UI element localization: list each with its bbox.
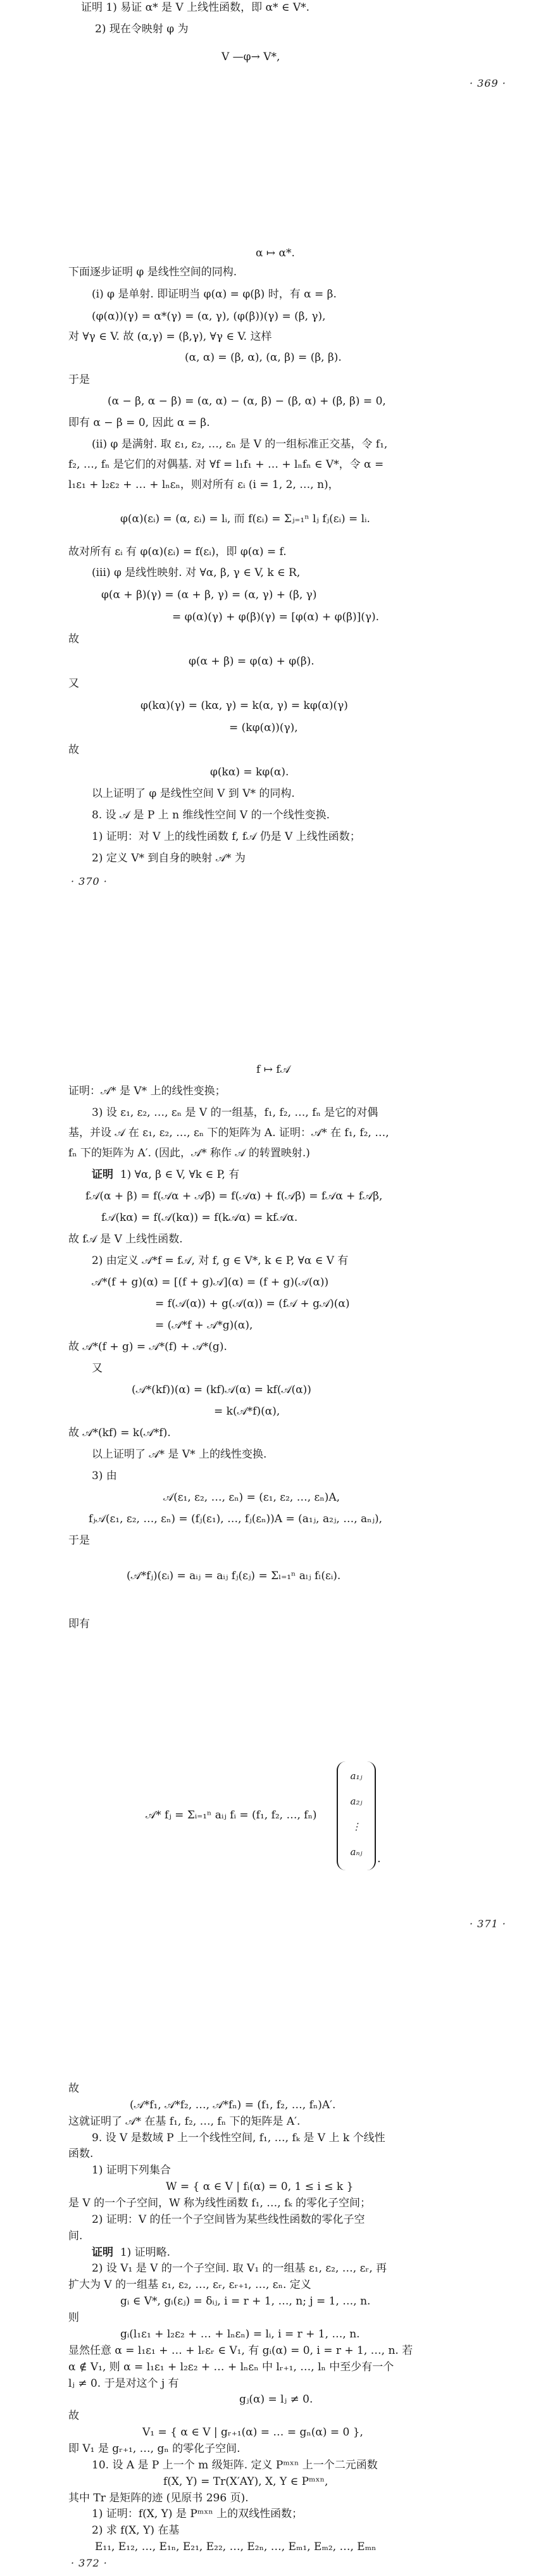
text-line: 以上证明了 𝒜* 是 V* 上的线性变换. <box>92 1448 267 1461</box>
matrix-entry: a₁ⱼ <box>350 1770 363 1782</box>
formula: V₁ = { α ∈ V | gᵣ₊₁(α) = … = gₙ(α) = 0 }, <box>142 2426 363 2439</box>
formula: V —φ→ V*, <box>221 51 280 63</box>
page-number: · 371 · <box>470 1918 506 1930</box>
text-line: α ∉ V₁, 则 α = l₁ε₁ + l₂ε₂ + … + lₙεₙ 中 lᵣ₊₁, …, lₙ 中至少有一个 <box>68 2361 394 2373</box>
formula: = φ(α)(γ) + φ(β)(γ) = [φ(α) + φ(β)](γ). <box>172 611 380 623</box>
text-line: 故 <box>68 633 79 646</box>
text-line: fₙ 下的矩阵为 A′. (因此，𝒜* 称作 𝒜 的转置映射.) <box>68 1147 310 1160</box>
page-number: · 370 · <box>71 875 108 887</box>
text-line: 故 𝒜*(kf) = k(𝒜*f). <box>68 1427 171 1439</box>
formula: = (𝒜*f + 𝒜*g)(α), <box>155 1319 253 1332</box>
formula: f𝒜(kα) = f(𝒜(kα)) = f(k𝒜α) = kf𝒜α. <box>101 1211 298 1224</box>
text-line: l₁ε₁ + l₂ε₂ + … + lₙεₙ，则对所有 εᵢ (i = 1, 2, …, n)， <box>68 478 339 491</box>
formula: f(X, Y) = Tr(X′AY), X, Y ∈ Pᵐˣⁿ, <box>163 2475 328 2488</box>
text-line: 即有 α − β = 0, 因此 α = β. <box>68 416 210 429</box>
formula: (𝒜*f₁, 𝒜*f₂, …, 𝒜*fₙ) = (f₁, f₂, …, fₙ)A′. <box>130 2099 336 2111</box>
text-line: 是 V 的一个子空间，W 称为线性函数 f₁, …, fₖ 的零化子空间； <box>68 2197 371 2210</box>
formula: α ↦ α*. <box>256 247 295 259</box>
text-line: 即有 <box>68 1618 90 1630</box>
text-line: 扩大为 V 的一组基 ε₁, ε₂, …, εᵣ, εᵣ₊₁, …, εₙ. 定义 <box>68 2279 311 2291</box>
formula: = k(𝒜*f)(α), <box>214 1405 280 1418</box>
text-line: (ⅱ) φ 是满射. 取 ε₁, ε₂, …, εₙ 是 V 的一组标准正交基，令 f₁, <box>92 438 388 451</box>
formula: φ(α + β)(γ) = (α + β, γ) = (α, γ) + (β, γ) <box>101 589 317 601</box>
page-number: · 372 · <box>71 2557 108 2569</box>
formula: φ(α)(εᵢ) = (α, εᵢ) = lᵢ, 而 f(εᵢ) = Σⱼ₌₁ⁿ lⱼ fⱼ(εᵢ) = lᵢ. <box>120 513 370 525</box>
text-line: 证明：𝒜* 是 V* 上的线性变换； <box>68 1085 226 1097</box>
text-line: 于是 <box>68 1534 90 1547</box>
formula: fⱼ𝒜(ε₁, ε₂, …, εₙ) = (fⱼ(ε₁), …, fⱼ(εₙ))A = (a₁ⱼ, a₂ⱼ, …, aₙⱼ), <box>89 1513 383 1525</box>
formula: W = { α ∈ V | fᵢ(α) = 0, 1 ≤ i ≤ k } <box>166 2180 354 2193</box>
text-line: 故对所有 εᵢ 有 φ(α)(εᵢ) = f(εᵢ)，即 φ(α) = f. <box>68 546 287 558</box>
text-line: 其中 Tr 是矩阵的迹 (见原书 296 页). <box>68 2492 249 2504</box>
text-line: 故 <box>68 2082 79 2095</box>
text-line: 函数. <box>68 2148 94 2160</box>
text-line: 故 <box>68 744 79 756</box>
text-line: 1) 证明下列集合 <box>92 2164 171 2177</box>
text-line: 这就证明了 𝒜* 在基 f₁, f₂, …, fₙ 下的矩阵是 A′. <box>68 2115 301 2128</box>
formula: gᵢ(l₁ε₁ + l₂ε₂ + … + lₙεₙ) = lᵢ, i = r + 1, …, n. <box>120 2328 360 2341</box>
text-line: f₂, …, fₙ 是它们的对偶基. 对 ∀f = l₁f₁ + … + lₙfₙ ∈ V*，令 α = <box>68 458 384 471</box>
matrix-entry: ⋮ <box>351 1821 361 1832</box>
text-line: 基，并设 𝒜 在 ε₁, ε₂, …, εₙ 下的矩阵为 A. 证明：𝒜* 在 f₁, f₂, …, <box>68 1127 389 1139</box>
text-line: 显然任意 α = l₁ε₁ + … + lᵣεᵣ ∈ V₁, 有 gᵢ(α) = 0, i = r + 1, …, n. 若 <box>68 2344 413 2357</box>
formula: = (kφ(α))(γ), <box>229 722 298 734</box>
matrix-entry: a₂ⱼ <box>350 1796 363 1807</box>
proof-line <box>92 2246 170 2259</box>
text-line: 间. <box>68 2230 83 2242</box>
text-line: 证明 1) 易证 α* 是 V 上线性函数，即 α* ∈ V*. <box>81 1 310 14</box>
text-line: 8. 设 𝒜 是 P 上 n 维线性空间 V 的一个线性变换. <box>92 809 330 822</box>
formula: gⱼ(α) = lⱼ ≠ 0. <box>239 2393 313 2406</box>
text-line: 于是 <box>68 373 90 386</box>
text-line: 10. 设 A 是 P 上一个 m 级矩阵. 定义 Pᵐˣⁿ 上一个二元函数 <box>92 2459 378 2472</box>
formula: (φ(α))(γ) = α*(γ) = (α, γ), (φ(β))(γ) = (β, γ), <box>92 310 326 323</box>
text-line: 1) 证明：f(X, Y) 是 Pᵐˣⁿ 上的双线性函数； <box>92 2508 303 2520</box>
text-line: 2) 现在令映射 φ 为 <box>95 23 189 35</box>
proof-heading: 证明 <box>92 2246 113 2259</box>
proof-heading: 证明 <box>92 1168 113 1181</box>
formula: (𝒜*(kf))(α) = (kf)𝒜(α) = kf(𝒜(α)) <box>132 1384 311 1396</box>
text-line: 2) 定义 V* 到自身的映射 𝒜* 为 <box>92 852 246 865</box>
text-line: (ⅰ) φ 是单射. 即证明当 φ(α) = φ(β) 时，有 α = β. <box>92 288 337 301</box>
text-line: 又 <box>92 1362 103 1375</box>
formula: φ(kα) = kφ(α). <box>210 766 289 778</box>
text-line: lⱼ ≠ 0. 于是对这个 j 有 <box>68 2377 179 2390</box>
formula: 𝒜(ε₁, ε₂, …, εₙ) = (ε₁, ε₂, …, εₙ)A, <box>163 1491 340 1504</box>
formula: 𝒜*(f + g)(α) = [(f + g)𝒜](α) = (f + g)(𝒜(α)) <box>92 1276 329 1289</box>
column-vector <box>337 1761 376 1870</box>
text-line: 则 <box>68 2311 79 2324</box>
formula: E₁₁, E₁₂, …, E₁ₙ, E₂₁, E₂₂, …, E₂ₙ, …, Eₘ₁, Eₘ₂, …, Eₘₙ <box>95 2541 377 2553</box>
proof-line <box>92 1168 239 1181</box>
matrix-entry: aₙⱼ <box>350 1846 363 1858</box>
text-line: 2) 设 V₁ 是 V 的一个子空间. 取 V₁ 的一组基 ε₁, ε₂, …, εᵣ, 再 <box>92 2262 387 2275</box>
text-line: 2) 由定义 𝒜*f = f𝒜, 对 f, g ∈ V*, k ∈ P, ∀α ∈ V 有 <box>92 1254 349 1267</box>
formula: f𝒜(α + β) = f(𝒜α + 𝒜β) = f(𝒜α) + f(𝒜β) = f𝒜α + f𝒜β, <box>85 1190 383 1203</box>
text-line: (ⅲ) φ 是线性映射. 对 ∀α, β, γ ∈ V, k ∈ R, <box>92 566 301 579</box>
formula: (α − β, α − β) = (α, α) − (α, β) − (β, α) + (β, β) = 0, <box>108 395 386 408</box>
formula: φ(α + β) = φ(α) + φ(β). <box>189 655 315 668</box>
text-line: 2) 求 f(X, Y) 在基 <box>92 2524 180 2537</box>
formula: φ(kα)(γ) = (kα, γ) = k(α, γ) = kφ(α)(γ) <box>140 699 348 712</box>
text-line: 2) 证明：V 的任一个子空间皆为某些线性函数的零化子空 <box>92 2213 365 2226</box>
text-line: 9. 设 V 是数域 P 上一个线性空间, f₁, …, fₖ 是 V 上 k 个线性 <box>92 2132 385 2144</box>
formula: f ↦ f𝒜 <box>256 1063 290 1076</box>
text-span: 1) ∀α, β ∈ V, ∀k ∈ P, 有 <box>120 1168 240 1181</box>
text-line: 故 f𝒜 是 V 上线性函数. <box>68 1233 183 1246</box>
formula: = f(𝒜(α)) + g(𝒜(α)) = (f𝒜 + g𝒜)(α) <box>155 1297 350 1310</box>
text-span: 1) 证明略. <box>120 2246 171 2259</box>
text-line: 3) 设 ε₁, ε₂, …, εₙ 是 V 的一组基，f₁, f₂, …, fₙ 是它的对偶 <box>92 1106 378 1119</box>
text-line: 下面逐步证明 φ 是线性空间的同构. <box>68 266 237 278</box>
formula: (α, α) = (β, α), (α, β) = (β, β). <box>185 351 342 364</box>
text-line: 3) 由 <box>92 1470 117 1482</box>
text-line: 即 V₁ 是 gᵣ₊₁, …, gₙ 的零化子空间. <box>68 2442 240 2455</box>
formula: (𝒜*fⱼ)(εᵢ) = aᵢⱼ = aᵢⱼ fⱼ(εⱼ) = Σₗ₌₁ⁿ aₗⱼ fₗ(εᵢ). <box>127 1570 341 1582</box>
text-line: 故 𝒜*(f + g) = 𝒜*(f) + 𝒜*(g). <box>68 1341 227 1353</box>
formula: 𝒜* fⱼ = Σᵢ₌₁ⁿ aᵢⱼ fᵢ = (f₁, f₂, …, fₙ) <box>146 1809 317 1822</box>
text-line: 故 <box>68 2410 79 2422</box>
text-line: 又 <box>68 677 79 690</box>
punctuation: . <box>377 1852 381 1865</box>
text-line: 以上证明了 φ 是线性空间 V 到 V* 的同构. <box>92 787 295 800</box>
text-line: 对 ∀γ ∈ V. 故 (α,γ) = (β,γ), ∀γ ∈ V. 这样 <box>68 330 272 343</box>
page-number: · 369 · <box>470 77 506 89</box>
text-line: 1) 证明：对 V 上的线性函数 f, f𝒜 仍是 V 上线性函数； <box>92 830 361 843</box>
formula: gᵢ ∈ V*, gᵢ(εⱼ) = δᵢⱼ, i = r + 1, …, n; j = 1, …, n. <box>120 2295 371 2308</box>
